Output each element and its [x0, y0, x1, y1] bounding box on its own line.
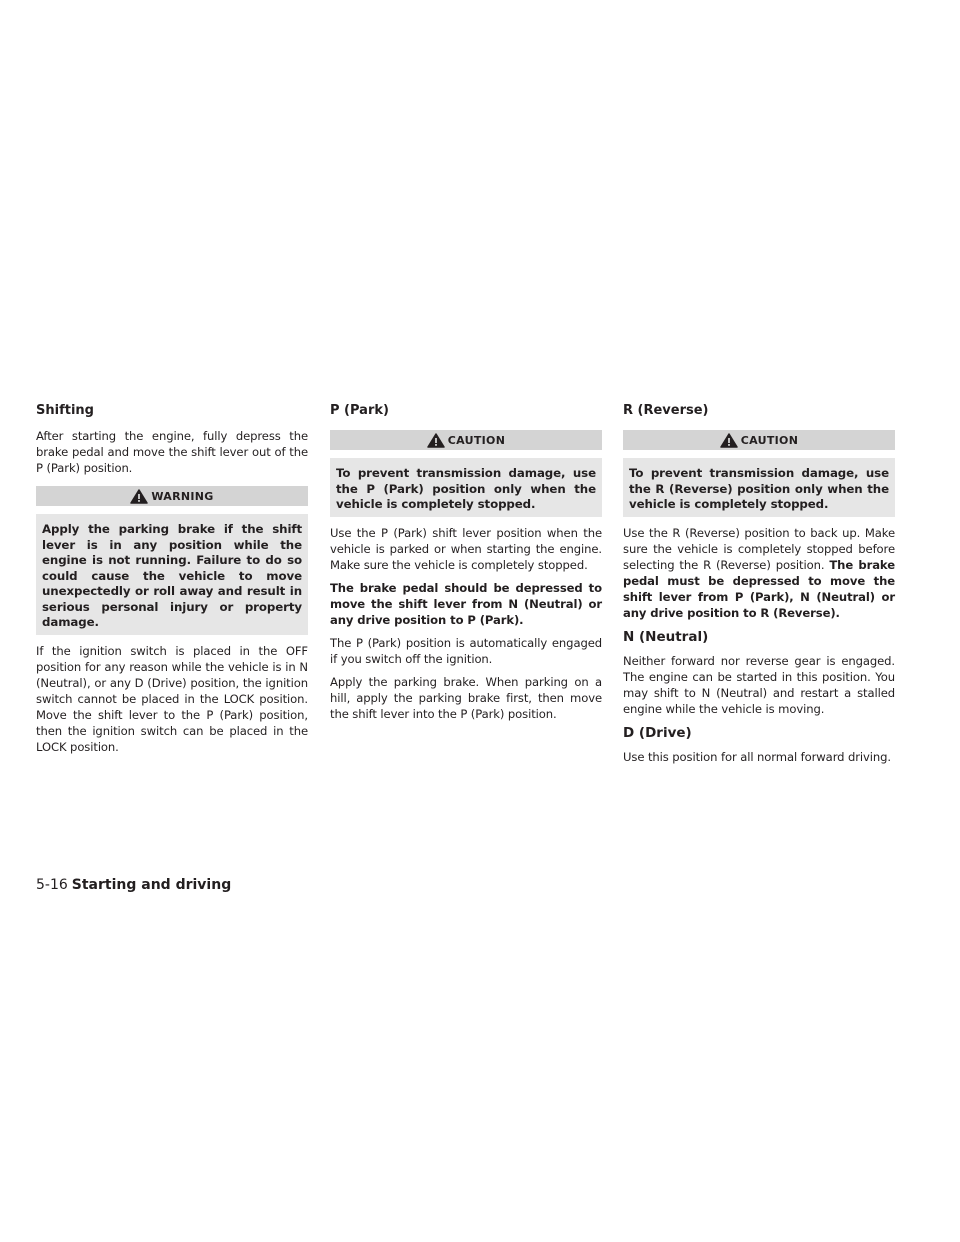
warning-text: Apply the parking brake if the shift lever is in any position while the engine is not running. Failure to do so could cause the vehicle to move unexpectedly or roll away and result in serious personal injury or property damage. — [36, 514, 308, 635]
park-paragraph-3: The P (Park) position is automatically engaged if you switch off the ignition. — [330, 635, 602, 666]
column-park — [330, 402, 602, 729]
park-paragraph-4: Apply the parking brake. When parking on a hill, apply the parking brake first, then move the shift lever into the P (Park) position. — [330, 674, 602, 721]
reverse-bold-text: The brake pedal must be depressed to move the shift lever from P (Park), N (Neutral) or any drive position to R (Reverse). — [623, 557, 895, 620]
reverse-paragraph — [623, 525, 895, 621]
neutral-paragraph: Neither forward nor reverse gear is engaged. The engine can be started in this position. You may shift to N (Neutral) and restart a stalled engine while the vehicle is moving. — [623, 653, 895, 716]
caution-box-park — [330, 430, 602, 517]
warning-box — [36, 486, 308, 635]
caution-label: CAUTION — [740, 433, 799, 447]
warning-label: WARNING — [151, 489, 214, 503]
section-title-reverse: R (Reverse) — [623, 403, 709, 418]
park-paragraph-2: The brake pedal should be depressed to move the shift lever from N (Neutral) or any drive position to P (Park). — [330, 580, 602, 627]
section-title-shifting: Shifting — [36, 403, 94, 418]
park-paragraph-1: Use the P (Park) shift lever position when the vehicle is parked or when starting the engine. Make sure the vehicle is completely stopped. — [330, 525, 602, 572]
drive-paragraph: Use this position for all normal forward driving. — [623, 749, 892, 764]
warning-triangle-icon — [720, 433, 738, 448]
page-footer — [36, 875, 231, 895]
column-shifting — [36, 402, 308, 762]
caution-header-park — [330, 430, 602, 450]
section-title-neutral: N (Neutral) — [623, 628, 709, 645]
caution-text-park: To prevent transmission damage, use the P (Park) position only when the vehicle is completely stopped. — [330, 458, 602, 517]
section-title-park: P (Park) — [330, 403, 389, 418]
warning-triangle-icon — [427, 433, 445, 448]
warning-triangle-icon — [130, 489, 148, 504]
caution-box-reverse — [623, 430, 895, 517]
shifting-intro: After starting the engine, fully depress the brake pedal and move the shift lever out of the P (Park) position. — [36, 429, 308, 475]
page-number: 5-16 — [36, 877, 68, 893]
chapter-title: Starting and driving — [71, 877, 232, 893]
caution-header-reverse — [623, 430, 895, 450]
reverse-text: Use the R (Reverse) position to back up. Make sure the vehicle is completely stopped before selecting the R (Reverse) position. — [623, 525, 895, 572]
section-title-drive: D (Drive) — [623, 724, 692, 741]
ignition-paragraph: If the ignition switch is placed in the OFF position for any reason while the vehicle is in N (Neutral), or any D (Drive) position, the ignition switch cannot be placed in the LOCK position. Move the shift lever to the P (Park) position, then the ignition switch can be placed in the LOCK position. — [36, 643, 308, 754]
caution-text-reverse: To prevent transmission damage, use the R (Reverse) position only when the vehicle is completely stopped. — [623, 458, 895, 517]
column-reverse — [623, 402, 895, 772]
warning-header — [36, 486, 308, 506]
caution-label: CAUTION — [447, 433, 506, 447]
